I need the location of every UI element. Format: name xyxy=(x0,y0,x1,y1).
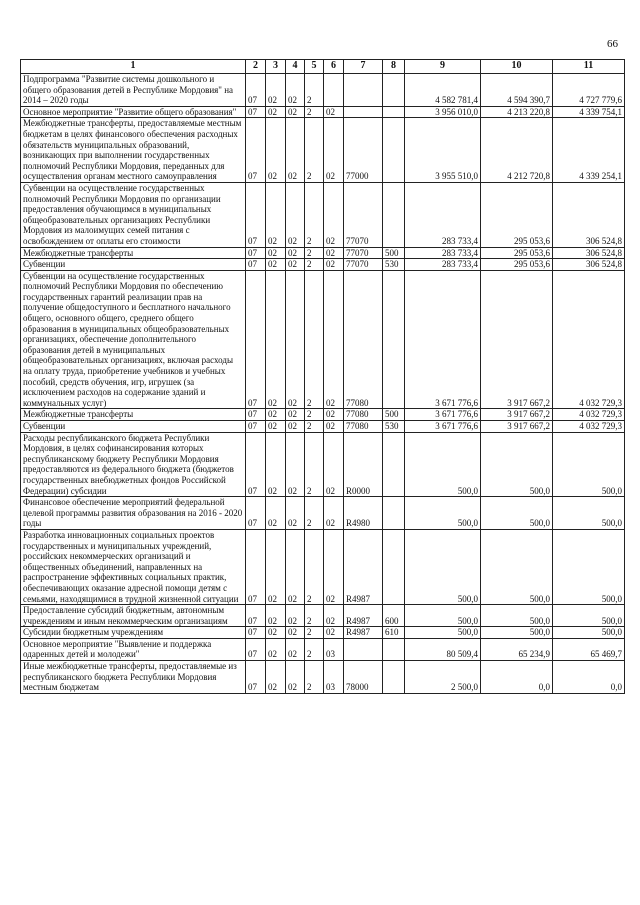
program-code-cell: 02 xyxy=(286,605,305,627)
table-row xyxy=(21,627,625,639)
direction-code-cell: 77070 xyxy=(344,247,383,259)
expense-type-code-cell xyxy=(383,497,405,530)
table-body xyxy=(21,74,625,694)
amount-col11-cell: 4 339 754,1 xyxy=(553,106,625,118)
column-header: 6 xyxy=(324,60,344,74)
program-code-cell: 02 xyxy=(286,627,305,639)
amount-col10-cell: 3 917 667,2 xyxy=(481,421,553,433)
row-name-cell: Субвенции xyxy=(21,421,246,433)
subsection-code-cell: 02 xyxy=(266,409,286,421)
subprogram-code-cell: 2 xyxy=(305,421,324,433)
subprogram-code-cell: 2 xyxy=(305,259,324,271)
subprogram-code-cell: 2 xyxy=(305,106,324,118)
subprogram-code-cell: 2 xyxy=(305,182,324,247)
subsection-code-cell: 02 xyxy=(266,259,286,271)
expense-type-code-cell xyxy=(383,661,405,694)
column-header: 8 xyxy=(383,60,405,74)
amount-col9-cell: 3 671 776,6 xyxy=(405,409,481,421)
amount-col9-cell: 500,0 xyxy=(405,529,481,604)
row-name-cell: Субвенции xyxy=(21,259,246,271)
expense-type-code-cell xyxy=(383,74,405,107)
section-code-cell: 07 xyxy=(246,421,266,433)
amount-col11-cell: 500,0 xyxy=(553,605,625,627)
amount-col9-cell: 3 671 776,6 xyxy=(405,421,481,433)
event-code-cell: 02 xyxy=(324,182,344,247)
program-code-cell: 02 xyxy=(286,421,305,433)
direction-code-cell xyxy=(344,638,383,660)
amount-col10-cell: 3 917 667,2 xyxy=(481,270,553,409)
subsection-code-cell: 02 xyxy=(266,497,286,530)
amount-col10-cell: 3 917 667,2 xyxy=(481,409,553,421)
column-header: 10 xyxy=(481,60,553,74)
row-name-cell: Субсидии бюджетным учреждениям xyxy=(21,627,246,639)
subsection-code-cell: 02 xyxy=(266,247,286,259)
event-code-cell: 02 xyxy=(324,259,344,271)
table-row xyxy=(21,497,625,530)
amount-col9-cell: 4 582 781,4 xyxy=(405,74,481,107)
section-code-cell: 07 xyxy=(246,638,266,660)
program-code-cell: 02 xyxy=(286,182,305,247)
direction-code-cell: 77070 xyxy=(344,259,383,271)
direction-code-cell: 77080 xyxy=(344,270,383,409)
direction-code-cell: 77080 xyxy=(344,421,383,433)
event-code-cell: 02 xyxy=(324,409,344,421)
row-name-cell: Финансовое обеспечение мероприятий федеральной целевой программы развития образования на 2016 - 2020 годы xyxy=(21,497,246,530)
amount-col11-cell: 4 032 729,3 xyxy=(553,421,625,433)
subprogram-code-cell: 2 xyxy=(305,605,324,627)
amount-col10-cell: 4 213 220,8 xyxy=(481,106,553,118)
subprogram-code-cell: 2 xyxy=(305,432,324,497)
section-code-cell: 07 xyxy=(246,106,266,118)
direction-code-cell: R0000 xyxy=(344,432,383,497)
section-code-cell: 07 xyxy=(246,182,266,247)
column-header: 2 xyxy=(246,60,266,74)
amount-col10-cell: 295 053,6 xyxy=(481,182,553,247)
expense-type-code-cell: 530 xyxy=(383,259,405,271)
amount-col10-cell: 500,0 xyxy=(481,432,553,497)
amount-col10-cell: 295 053,6 xyxy=(481,247,553,259)
amount-col11-cell: 500,0 xyxy=(553,432,625,497)
amount-col9-cell: 500,0 xyxy=(405,627,481,639)
event-code-cell: 02 xyxy=(324,497,344,530)
program-code-cell: 02 xyxy=(286,432,305,497)
event-code-cell: 02 xyxy=(324,432,344,497)
table-row xyxy=(21,247,625,259)
program-code-cell: 02 xyxy=(286,497,305,530)
direction-code-cell: 77000 xyxy=(344,118,383,183)
subprogram-code-cell: 2 xyxy=(305,247,324,259)
program-code-cell: 02 xyxy=(286,247,305,259)
expense-type-code-cell xyxy=(383,529,405,604)
amount-col11-cell: 4 339 254,1 xyxy=(553,118,625,183)
row-name-cell: Межбюджетные трансферты xyxy=(21,247,246,259)
amount-col11-cell: 500,0 xyxy=(553,627,625,639)
section-code-cell: 07 xyxy=(246,432,266,497)
subsection-code-cell: 02 xyxy=(266,74,286,107)
table-row xyxy=(21,661,625,694)
subsection-code-cell: 02 xyxy=(266,421,286,433)
row-name-cell: Основное мероприятие "Выявление и поддержка одаренных детей и молодежи" xyxy=(21,638,246,660)
section-code-cell: 07 xyxy=(246,605,266,627)
section-code-cell: 07 xyxy=(246,497,266,530)
direction-code-cell xyxy=(344,74,383,107)
row-name-cell: Иные межбюджетные трансферты, предоставляемые из республиканского бюджета Республики Мордовия местным бюджетам xyxy=(21,661,246,694)
amount-col9-cell: 3 955 510,0 xyxy=(405,118,481,183)
section-code-cell: 07 xyxy=(246,409,266,421)
event-code-cell: 02 xyxy=(324,421,344,433)
amount-col9-cell: 3 956 010,0 xyxy=(405,106,481,118)
program-code-cell: 02 xyxy=(286,529,305,604)
column-header: 11 xyxy=(553,60,625,74)
row-name-cell: Межбюджетные трансферты, предоставляемые местным бюджетам в целях финансового обеспечения расходных обязательств муниципальных образований, возникающих при выполнении государственных полномочий Республики Мордовия, переданных для осуществления органам местного самоуправления xyxy=(21,118,246,183)
column-header: 7 xyxy=(344,60,383,74)
amount-col9-cell: 283 733,4 xyxy=(405,182,481,247)
table-row xyxy=(21,409,625,421)
event-code-cell xyxy=(324,74,344,107)
amount-col10-cell: 4 594 390,7 xyxy=(481,74,553,107)
section-code-cell: 07 xyxy=(246,270,266,409)
budget-table xyxy=(20,59,625,694)
amount-col11-cell: 4 032 729,3 xyxy=(553,270,625,409)
subsection-code-cell: 02 xyxy=(266,118,286,183)
page-number: 66 xyxy=(607,38,618,50)
subsection-code-cell: 02 xyxy=(266,182,286,247)
amount-col9-cell: 283 733,4 xyxy=(405,247,481,259)
amount-col11-cell: 500,0 xyxy=(553,497,625,530)
program-code-cell: 02 xyxy=(286,106,305,118)
amount-col9-cell: 3 671 776,6 xyxy=(405,270,481,409)
expense-type-code-cell xyxy=(383,118,405,183)
row-name-cell: Субвенции на осуществление государственных полномочий Республики Мордовия по обеспечению государственных гарантий реализации прав на получение общедоступного и бесплатного начального общего, основного общего, среднего общего образования в муниципальных общеобразовательных организациях, обеспечение дополнительного образования детей в муниципальных общеобразовательных организациях, включая расходы на оплату труда, приобретение учебников и учебных пособий, средств обучения, игр, игрушек (за исключением расходов на содержание зданий и коммунальных услуг) xyxy=(21,270,246,409)
program-code-cell: 02 xyxy=(286,259,305,271)
expense-type-code-cell xyxy=(383,270,405,409)
event-code-cell: 02 xyxy=(324,247,344,259)
amount-col10-cell: 500,0 xyxy=(481,627,553,639)
amount-col11-cell: 0,0 xyxy=(553,661,625,694)
subsection-code-cell: 02 xyxy=(266,270,286,409)
column-header: 4 xyxy=(286,60,305,74)
subsection-code-cell: 02 xyxy=(266,432,286,497)
program-code-cell: 02 xyxy=(286,118,305,183)
section-code-cell: 07 xyxy=(246,74,266,107)
column-header: 1 xyxy=(21,60,246,74)
event-code-cell: 03 xyxy=(324,661,344,694)
subprogram-code-cell: 2 xyxy=(305,270,324,409)
expense-type-code-cell: 530 xyxy=(383,421,405,433)
subsection-code-cell: 02 xyxy=(266,605,286,627)
table-row xyxy=(21,118,625,183)
subprogram-code-cell: 2 xyxy=(305,638,324,660)
program-code-cell: 02 xyxy=(286,74,305,107)
amount-col9-cell: 283 733,4 xyxy=(405,259,481,271)
event-code-cell: 03 xyxy=(324,638,344,660)
column-header: 3 xyxy=(266,60,286,74)
expense-type-code-cell: 500 xyxy=(383,409,405,421)
subsection-code-cell: 02 xyxy=(266,106,286,118)
table-row xyxy=(21,529,625,604)
expense-type-code-cell xyxy=(383,638,405,660)
event-code-cell: 02 xyxy=(324,605,344,627)
row-name-cell: Подпрограмма "Развитие системы дошкольного и общего образования детей в Республике Мордовия" на 2014 – 2020 годы xyxy=(21,74,246,107)
section-code-cell: 07 xyxy=(246,259,266,271)
amount-col11-cell: 65 469,7 xyxy=(553,638,625,660)
program-code-cell: 02 xyxy=(286,638,305,660)
direction-code-cell: 78000 xyxy=(344,661,383,694)
amount-col11-cell: 306 524,8 xyxy=(553,247,625,259)
row-name-cell: Расходы республиканского бюджета Республики Мордовия, в целях софинансирования которых республиканскому бюджету Республики Мордовия предоставляются из федерального бюджета (бюджетов государственных внебюджетных фондов Российской Федерации) субсидии xyxy=(21,432,246,497)
section-code-cell: 07 xyxy=(246,247,266,259)
subsection-code-cell: 02 xyxy=(266,529,286,604)
event-code-cell: 02 xyxy=(324,118,344,183)
expense-type-code-cell xyxy=(383,106,405,118)
section-code-cell: 07 xyxy=(246,118,266,183)
amount-col10-cell: 295 053,6 xyxy=(481,259,553,271)
table-row xyxy=(21,638,625,660)
amount-col9-cell: 500,0 xyxy=(405,605,481,627)
amount-col10-cell: 0,0 xyxy=(481,661,553,694)
amount-col10-cell: 500,0 xyxy=(481,529,553,604)
direction-code-cell: R4987 xyxy=(344,529,383,604)
direction-code-cell: R4987 xyxy=(344,627,383,639)
direction-code-cell: 77080 xyxy=(344,409,383,421)
table-row xyxy=(21,270,625,409)
section-code-cell: 07 xyxy=(246,627,266,639)
table-row xyxy=(21,182,625,247)
event-code-cell: 02 xyxy=(324,270,344,409)
subsection-code-cell: 02 xyxy=(266,638,286,660)
amount-col9-cell: 2 500,0 xyxy=(405,661,481,694)
subsection-code-cell: 02 xyxy=(266,661,286,694)
amount-col10-cell: 500,0 xyxy=(481,605,553,627)
expense-type-code-cell: 610 xyxy=(383,627,405,639)
event-code-cell: 02 xyxy=(324,627,344,639)
program-code-cell: 02 xyxy=(286,409,305,421)
expense-type-code-cell: 500 xyxy=(383,247,405,259)
subprogram-code-cell: 2 xyxy=(305,497,324,530)
row-name-cell: Предоставление субсидий бюджетным, автономным учреждениям и иным некоммерческим организациям xyxy=(21,605,246,627)
direction-code-cell: R4980 xyxy=(344,497,383,530)
table-row xyxy=(21,605,625,627)
header-row xyxy=(21,60,625,74)
table-row xyxy=(21,259,625,271)
row-name-cell: Субвенции на осуществление государственных полномочий Республики Мордовия по организации предоставления обучающимся в муниципальных общеобразовательных организациях Республики Мордовия из малоимущих семей питания с освобождением от оплаты его стоимости xyxy=(21,182,246,247)
program-code-cell: 02 xyxy=(286,270,305,409)
table-row xyxy=(21,421,625,433)
table-row xyxy=(21,432,625,497)
table-row xyxy=(21,74,625,107)
row-name-cell: Основное мероприятие "Развитие общего образования" xyxy=(21,106,246,118)
amount-col11-cell: 4 032 729,3 xyxy=(553,409,625,421)
amount-col11-cell: 306 524,8 xyxy=(553,182,625,247)
amount-col9-cell: 500,0 xyxy=(405,497,481,530)
subprogram-code-cell: 2 xyxy=(305,74,324,107)
expense-type-code-cell: 600 xyxy=(383,605,405,627)
row-name-cell: Разработка инновационных социальных проектов государственных и муниципальных учреждений, российских некоммерческих организаций и общественных объединений, направленных на распространение эффективных социальных практик, обеспечивающих оказание адресной помощи детям с семьями, находящимися в трудной жизненной ситуации xyxy=(21,529,246,604)
table-row xyxy=(21,106,625,118)
column-header: 5 xyxy=(305,60,324,74)
subprogram-code-cell: 2 xyxy=(305,118,324,183)
event-code-cell: 02 xyxy=(324,106,344,118)
amount-col9-cell: 80 509,4 xyxy=(405,638,481,660)
direction-code-cell xyxy=(344,106,383,118)
direction-code-cell: R4987 xyxy=(344,605,383,627)
subprogram-code-cell: 2 xyxy=(305,661,324,694)
amount-col11-cell: 306 524,8 xyxy=(553,259,625,271)
subprogram-code-cell: 2 xyxy=(305,529,324,604)
amount-col10-cell: 65 234,9 xyxy=(481,638,553,660)
subsection-code-cell: 02 xyxy=(266,627,286,639)
column-header: 9 xyxy=(405,60,481,74)
expense-type-code-cell xyxy=(383,432,405,497)
event-code-cell: 02 xyxy=(324,529,344,604)
subprogram-code-cell: 2 xyxy=(305,409,324,421)
subprogram-code-cell: 2 xyxy=(305,627,324,639)
amount-col10-cell: 4 212 720,8 xyxy=(481,118,553,183)
section-code-cell: 07 xyxy=(246,661,266,694)
amount-col11-cell: 4 727 779,6 xyxy=(553,74,625,107)
direction-code-cell: 77070 xyxy=(344,182,383,247)
section-code-cell: 07 xyxy=(246,529,266,604)
program-code-cell: 02 xyxy=(286,661,305,694)
amount-col10-cell: 500,0 xyxy=(481,497,553,530)
amount-col9-cell: 500,0 xyxy=(405,432,481,497)
expense-type-code-cell xyxy=(383,182,405,247)
row-name-cell: Межбюджетные трансферты xyxy=(21,409,246,421)
amount-col11-cell: 500,0 xyxy=(553,529,625,604)
